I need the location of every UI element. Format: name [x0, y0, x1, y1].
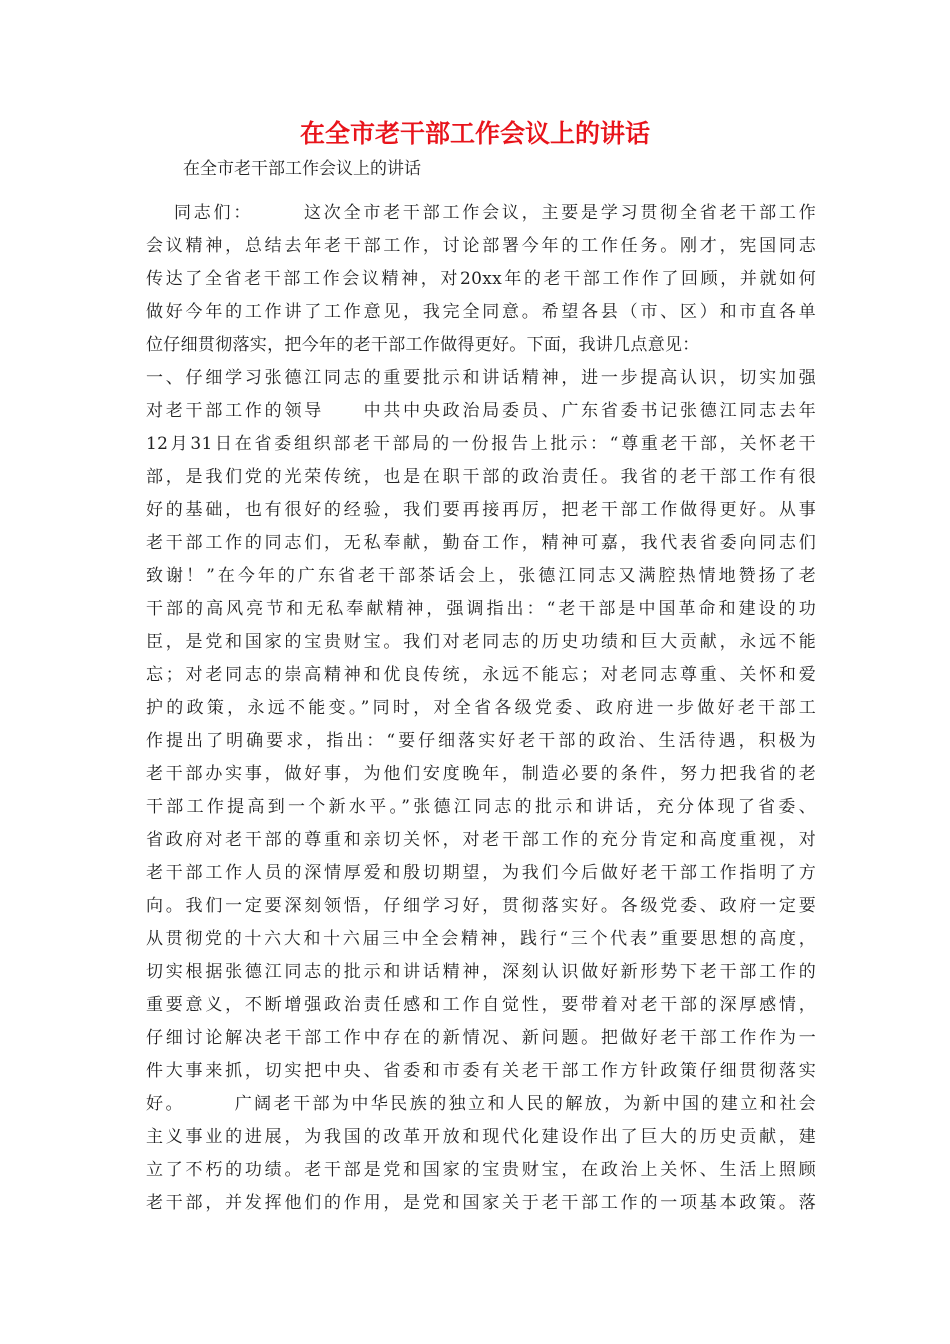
body-line: 护的政策，永远不能变。”同时，对全省各级党委、政府进一步做好老干部工 — [146, 698, 816, 718]
body-line: 老干部工作的同志们，无私奉献，勤奋工作，精神可嘉，我代表省委向同志们 — [146, 533, 816, 553]
document-body — [146, 197, 816, 1220]
body-line: 干部的高风亮节和无私奉献精神，强调指出：“老干部是中国革命和建设的功 — [146, 599, 816, 619]
body-line: 好的基础，也有很好的经验，我们要再接再厉，把老干部工作做得更好。从事 — [146, 500, 816, 520]
body-line: 老干部办实事，做好事，为他们安度晚年，制造必要的条件，努力把我省的老 — [146, 764, 816, 784]
body-line: 件大事来抓，切实把中央、省委和市委有关老干部工作方针政策仔细贯彻落实 — [146, 1061, 816, 1081]
body-line: 作提出了明确要求，指出：“要仔细落实好老干部的政治、生活待遇，积极为 — [146, 731, 816, 751]
body-line: 主义事业的进展，为我国的改革开放和现代化建设作出了巨大的历史贡献，建 — [146, 1127, 816, 1147]
body-line: 会议精神，总结去年老干部工作，讨论部署今年的工作任务。刚才，宪国同志 — [146, 236, 816, 256]
body-line: 臣，是党和国家的宝贵财宝。我们对老同志的历史功绩和巨大贡献，永远不能 — [146, 632, 816, 652]
body-line: 位仔细贯彻落实，把今年的老干部工作做得更好。下面，我讲几点意见： — [146, 335, 700, 355]
document-subtitle: 在全市老干部工作会议上的讲话 — [183, 159, 421, 179]
body-line: 立了不朽的功绩。老干部是党和国家的宝贵财宝，在政治上关怀、生活上照顾 — [146, 1160, 816, 1180]
body-line: 省政府对老干部的尊重和亲切关怀，对老干部工作的充分肯定和高度重视，对 — [146, 830, 816, 850]
body-line: 致谢！”在今年的广东省老干部茶话会上，张德江同志又满腔热情地赞扬了老 — [146, 566, 816, 586]
body-line: 部，是我们党的光荣传统，也是在职干部的政治责任。我省的老干部工作有很 — [146, 467, 816, 487]
body-line: 向。我们一定要深刻领悟，仔细学习好，贯彻落实好。各级党委、政府一定要 — [146, 896, 816, 916]
body-line: 老干部工作人员的深情厚爱和殷切期望，为我们今后做好老干部工作指明了方 — [146, 863, 816, 883]
body-line: 忘；对老同志的崇高精神和优良传统，永远不能忘；对老同志尊重、关怀和爱 — [146, 665, 816, 685]
body-line: 传达了全省老干部工作会议精神，对20xx年的老干部工作作了回顾，并就如何 — [146, 269, 816, 289]
body-line: 好。 广阔老干部为中华民族的独立和人民的解放，为新中国的建立和社会 — [146, 1094, 816, 1114]
body-line: 做好今年的工作讲了工作意见，我完全同意。希望各县（市、区）和市直各单 — [146, 302, 816, 322]
body-line: 老干部，并发挥他们的作用，是党和国家关于老干部工作的一项基本政策。落 — [146, 1193, 816, 1213]
document-title: 在全市老干部工作会议上的讲话 — [299, 119, 650, 148]
body-line: 同志们： 这次全市老干部工作会议，主要是学习贯彻全省老干部工作 — [146, 203, 816, 223]
body-line: 一、仔细学习张德江同志的重要批示和讲话精神，进一步提高认识，切实加强 — [146, 368, 816, 388]
body-line: 12月31日在省委组织部老干部局的一份报告上批示：“尊重老干部，关怀老干 — [146, 434, 816, 454]
body-line: 从贯彻党的十六大和十六届三中全会精神，践行“三个代表”重要思想的高度， — [146, 929, 816, 949]
body-line: 对老干部工作的领导 中共中央政治局委员、广东省委书记张德江同志去年 — [146, 401, 816, 421]
body-line: 干部工作提高到一个新水平。”张德江同志的批示和讲话，充分体现了省委、 — [146, 797, 816, 817]
body-line: 重要意义，不断增强政治责任感和工作自觉性，要带着对老干部的深厚感情， — [146, 995, 816, 1015]
body-line: 切实根据张德江同志的批示和讲话精神，深刻认识做好新形势下老干部工作的 — [146, 962, 816, 982]
body-line: 仔细讨论解决老干部工作中存在的新情况、新问题。把做好老干部工作作为一 — [146, 1028, 816, 1048]
